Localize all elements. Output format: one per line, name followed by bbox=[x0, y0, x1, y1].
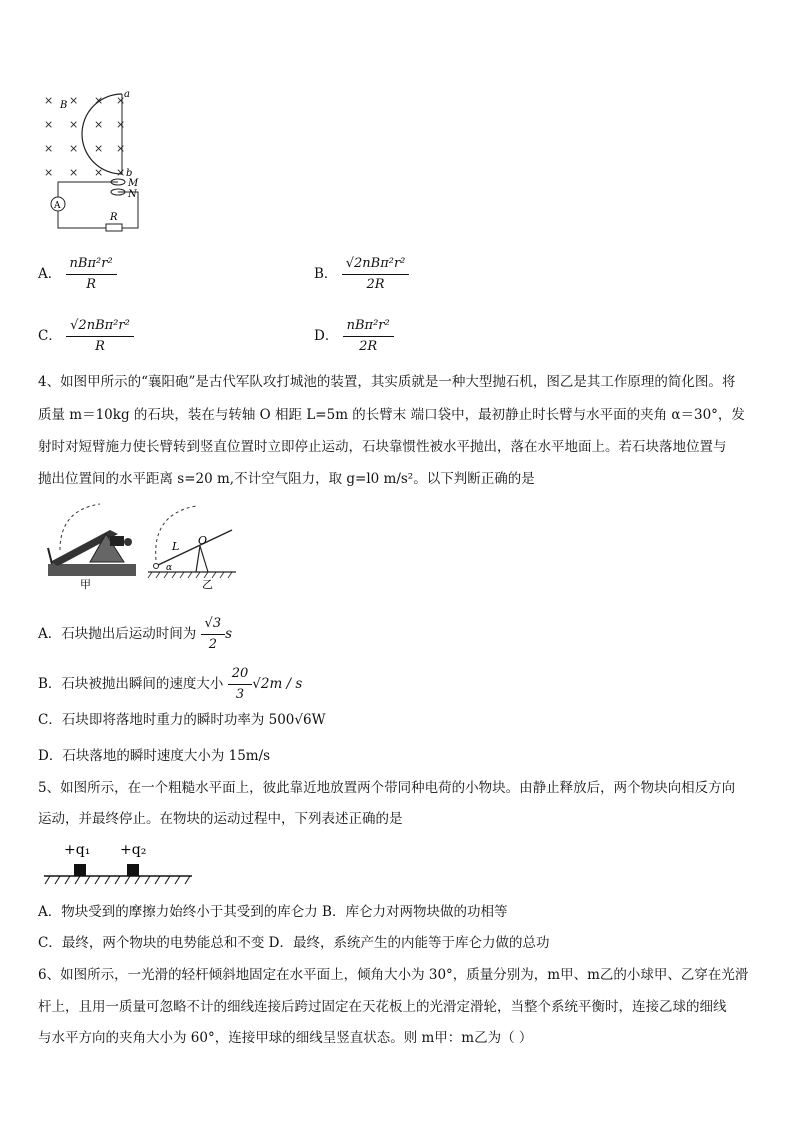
q5-options-cd: C．最终，两个物块的电势能总和不变 D．最终，系统产生的内能等于库仑力做的总功 bbox=[38, 935, 550, 951]
label-jia: 甲 bbox=[80, 578, 91, 591]
label-R: R bbox=[110, 212, 118, 223]
stone-icon bbox=[154, 564, 159, 569]
q4-option-b: B．石块被抛出瞬间的速度大小 $\frac{20}{3}$ √2m / s bbox=[38, 666, 303, 702]
q4-trebuchet-figure bbox=[40, 500, 240, 592]
q4-stem-line-2: 质量 m＝10kg 的石块，装在与转轴 O 相距 L=5m 的长臂末 端口袋中，最初静止时长臂与水平面的夹角 α＝30°，发 bbox=[38, 407, 745, 423]
label-O: O bbox=[198, 534, 208, 547]
label-b: b bbox=[126, 168, 133, 179]
q6-stem-line-2: 杆上，且用一质量可忽略不计的细线连接后跨过固定在天花板上的光滑定滑轮，当整个系统平衡时，连接乙球的细线 bbox=[38, 999, 727, 1015]
block-q1 bbox=[74, 864, 86, 876]
svg-text:×: × bbox=[94, 94, 104, 107]
svg-text:×: × bbox=[44, 166, 54, 179]
svg-text:×: × bbox=[44, 142, 54, 155]
q4-stem-line-4: 抛出位置间的水平距离 s=20 m,不计空气阻力，取 g=l0 m/s²。以下判断正确的是 bbox=[38, 471, 535, 487]
label-B: B bbox=[60, 100, 68, 111]
label-q2: +q₂ bbox=[120, 842, 147, 858]
label-q1: +q₁ bbox=[64, 842, 91, 858]
svg-text:×: × bbox=[116, 94, 126, 107]
q6-stem-line-1: 6、如图所示，一光滑的轻杆倾斜地固定在水平面上，倾角大小为 30°，质量分别为，m甲、m乙的小球甲、乙穿在光滑 bbox=[38, 967, 749, 983]
label-a: a bbox=[124, 89, 130, 100]
q4-option-d: D．石块落地的瞬时速度大小为 15m/s bbox=[38, 748, 271, 764]
svg-text:×: × bbox=[94, 118, 104, 131]
q3-option-a: A． $\frac{\text{nBπ²r²}}{R}$ bbox=[38, 254, 117, 295]
svg-text:×: × bbox=[44, 118, 54, 131]
svg-text:×: × bbox=[116, 142, 126, 155]
label-alpha: α bbox=[166, 563, 173, 573]
q5-charges-figure bbox=[40, 838, 200, 888]
label-L: L bbox=[172, 540, 180, 553]
label-A: A bbox=[54, 201, 61, 211]
q4-option-c: C．石块即将落地时重力的瞬时功率为 500√6W bbox=[38, 712, 326, 728]
magnetic-field-crosses bbox=[44, 94, 125, 179]
svg-text:×: × bbox=[69, 94, 79, 107]
label-yi: 乙 bbox=[202, 578, 213, 591]
resistor-icon bbox=[106, 224, 122, 231]
long-arm bbox=[156, 530, 232, 566]
svg-text:×: × bbox=[116, 118, 126, 131]
label-M: M bbox=[128, 178, 139, 189]
q3-option-c: C． $\frac{\text{√2nBπ²r²}}{R}$ bbox=[38, 316, 134, 357]
svg-text:×: × bbox=[116, 166, 126, 179]
q3-circuit-figure bbox=[38, 86, 168, 234]
svg-text:×: × bbox=[44, 94, 54, 107]
q4-stem-line-1: 4、如图甲所示的“襄阳砲”是古代军队攻打城池的装置，其实质就是一种大型抛石机，图乙是其工作原理的简化图。将 bbox=[38, 374, 736, 390]
svg-text:×: × bbox=[94, 166, 104, 179]
svg-text:×: × bbox=[69, 142, 79, 155]
q3-option-d: D． $\frac{\text{nBπ²r²}}{2R}$ bbox=[314, 316, 394, 357]
q5-stem-line-1: 5、如图所示，在一个粗糙水平面上，彼此靠近地放置两个带同种电荷的小物块。由静止释放后，两个物块向相反方向 bbox=[38, 780, 736, 796]
q6-stem-line-3: 与水平方向的夹角大小为 60°，连接甲球的细线呈竖直状态。则 m甲：m乙为（ ） bbox=[38, 1030, 533, 1046]
q4-stem-line-3: 射时对短臂施力使长臂转到竖直位置时立即停止运动，石块靠惯性被水平抛出，落在水平地面上。若石块落地位置与 bbox=[38, 439, 727, 455]
svg-text:×: × bbox=[94, 142, 104, 155]
block-q2 bbox=[127, 864, 139, 876]
q5-options-ab: A．物块受到的摩擦力始终小于其受到的库仑力 B．库仑力对两物块做的功相等 bbox=[38, 904, 508, 920]
q5-stem-line-2: 运动，并最终停止。在物块的运动过程中，下列表述正确的是 bbox=[38, 811, 403, 827]
svg-text:×: × bbox=[69, 118, 79, 131]
label-N: N bbox=[128, 189, 137, 200]
q3-option-b: B． $\frac{\text{√2nBπ²r²}}{2R}$ bbox=[314, 254, 409, 295]
q4-option-a: A．石块抛出后运动时间为 $\frac{√3}{2}$ s bbox=[38, 616, 233, 652]
svg-text:×: × bbox=[69, 166, 79, 179]
